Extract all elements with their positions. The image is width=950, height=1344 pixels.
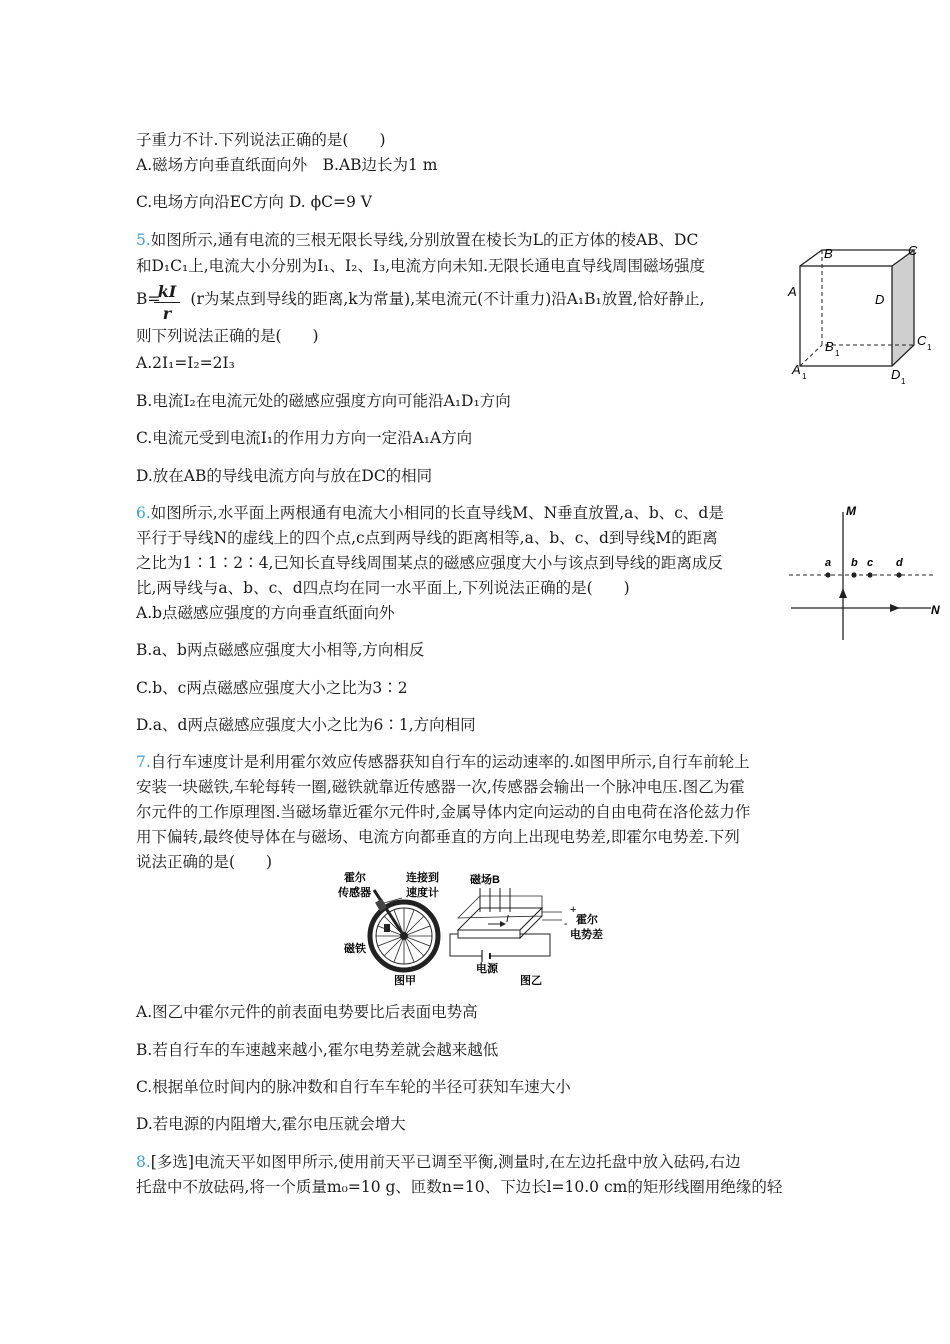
- text-line: [136, 289, 705, 309]
- question-number: 6.: [136, 504, 151, 522]
- text-line: 子重力不计.下列说法正确的是( ): [136, 131, 386, 149]
- option-c: C.根据单位时间内的脉冲数和自行车车轮的半径可获知车速大小: [136, 1078, 571, 1096]
- question-number: 5.: [136, 231, 151, 249]
- label-c1: C: [917, 333, 927, 348]
- label-a1: A: [792, 362, 801, 377]
- option-c: C.电流元受到电流I₁的作用力方向一定沿A₁A方向: [136, 429, 473, 447]
- label-d: d: [896, 557, 903, 569]
- label-field: 磁场B: [470, 874, 500, 886]
- label-connect2: 速度计: [406, 887, 439, 899]
- text-line: 托盘中不放砝码,将一个质量m₀=10 g、匝数n=10、下边长l=10.0 cm的矩形线圈用绝缘的轻: [136, 1178, 783, 1196]
- label-power: 电源: [476, 963, 498, 975]
- label-d: D: [875, 292, 885, 307]
- label-c1-sub: 1: [927, 343, 932, 352]
- label-hall-v: 霍尔: [576, 914, 598, 926]
- label-b1-sub: 1: [835, 349, 840, 358]
- label-fig-jia: 图甲: [394, 975, 416, 987]
- text-line: 说法正确的是( ): [136, 853, 273, 871]
- label-fig-yi: 图乙: [520, 975, 542, 987]
- label-b1: B: [825, 339, 834, 354]
- wires-figure: [786, 500, 946, 645]
- label-a: a: [825, 557, 832, 569]
- label-m: M: [846, 504, 856, 518]
- text-line: 安装一块磁铁,车轮每转一圈,磁铁就靠近传感器一次,传感器会输出一个脉冲电压.图乙为霍: [136, 778, 745, 796]
- formula-rest: (r为某点到导线的距离,k为常量),某电流元(不计重力)沿A₁B₁放置,恰好静止,: [190, 290, 705, 308]
- text-line: 用下偏转,最终使导体在与磁场、电流方向都垂直的方向上出现电势差,即霍尔电势差.下列: [136, 828, 740, 846]
- cube-figure: [784, 238, 944, 388]
- label-n: N: [931, 603, 940, 617]
- option-c: C.b、c两点磁感应强度大小之比为3∶2: [136, 679, 408, 697]
- option-d: D.a、d两点磁感应强度大小之比为6∶1,方向相同: [136, 716, 476, 734]
- question-5: [136, 230, 698, 250]
- label-d1-sub: 1: [901, 377, 906, 386]
- question-number: 8.: [136, 1153, 151, 1171]
- text-line: 和D₁C₁上,电流大小分别为I₁、I₂、I₃,电流方向未知.无限长通电直导线周围磁场强度: [136, 257, 706, 275]
- hall-figure: [330, 868, 650, 990]
- label-a1-sub: 1: [802, 372, 807, 381]
- label-magnet: 磁铁: [344, 943, 366, 955]
- formula-lhs: B=: [136, 290, 161, 308]
- option-d: D.若电源的内阻增大,霍尔电压就会增大: [136, 1115, 406, 1133]
- question-6: [136, 503, 724, 523]
- label-hall-v2: 电势差: [570, 929, 603, 941]
- option-a: A.b点磁感应强度的方向垂直纸面向外: [136, 604, 395, 622]
- fraction: [152, 282, 182, 323]
- label-sensor: 霍尔: [344, 872, 366, 884]
- label-b: B: [824, 246, 833, 261]
- option-line: C.电场方向沿EC方向 D. ϕC=9 V: [136, 193, 372, 211]
- question-text: 如图所示,水平面上两根通有电流大小相同的长直导线M、N垂直放置,a、b、c、d是: [150, 504, 724, 522]
- text-line: 则下列说法正确的是( ): [136, 327, 319, 345]
- question-text: 自行车速度计是利用霍尔效应传感器获知自行车的运动速率的.如图甲所示,自行车前轮上: [150, 753, 750, 771]
- label-current: I: [506, 914, 509, 925]
- question-text: [多选]电流天平如图甲所示,使用前天平已调至平衡,测量时,在左边托盘中放入砝码,右边: [150, 1153, 741, 1171]
- fraction-numerator: kI: [157, 282, 177, 301]
- bicycle-wheel: [370, 890, 438, 970]
- text-line: 比,两导线与a、b、c、d四点均在同一水平面上,下列说法正确的是( ): [136, 579, 630, 597]
- label-connect: 连接到: [406, 872, 439, 884]
- option-b: B.a、b两点磁感应强度大小相等,方向相反: [136, 641, 425, 659]
- option-d: D.放在AB的导线电流方向与放在DC的相同: [136, 467, 433, 485]
- label-c: C: [908, 243, 918, 258]
- label-a: A: [788, 284, 797, 299]
- label-sensor2: 传感器: [338, 887, 371, 899]
- label-b: b: [851, 557, 858, 569]
- text-line: 之比为1∶1∶2∶4,已知长直导线周围某点的磁感应强度大小与该点到导线的距离成反: [136, 554, 723, 572]
- label-plus: +: [570, 904, 577, 916]
- text-line: 尔元件的工作原理图.当磁场靠近霍尔元件时,金属导体内定向运动的自由电荷在洛伦兹力作: [136, 803, 751, 821]
- option-a: A.2I₁=I₂=2I₃: [136, 354, 235, 372]
- label-c: c: [867, 557, 874, 569]
- hall-element: [450, 888, 562, 962]
- option-b: B.若自行车的车速越来越小,霍尔电势差就会越来越低: [136, 1041, 499, 1059]
- question-8: [136, 1152, 741, 1172]
- fraction-denominator: r: [162, 304, 172, 323]
- text-line: 平行于导线N的虚线上的四个点,c点到两导线的距离相等,a、b、c、d到导线M的距离: [136, 529, 718, 547]
- option-b: B.电流I₂在电流元处的磁感应强度方向可能沿A₁D₁方向: [136, 392, 511, 410]
- question-7: [136, 752, 750, 772]
- option-a: A.图乙中霍尔元件的前表面电势要比后表面电势高: [136, 1003, 478, 1021]
- option-line: A.磁场方向垂直纸面向外 B.AB边长为1 m: [136, 156, 438, 174]
- question-number: 7.: [136, 753, 151, 771]
- label-minus: -: [564, 918, 568, 930]
- question-text: 如图所示,通有电流的三根无限长导线,分别放置在棱长为L的正方体的棱AB、DC: [150, 231, 699, 249]
- label-d1: D: [891, 367, 901, 382]
